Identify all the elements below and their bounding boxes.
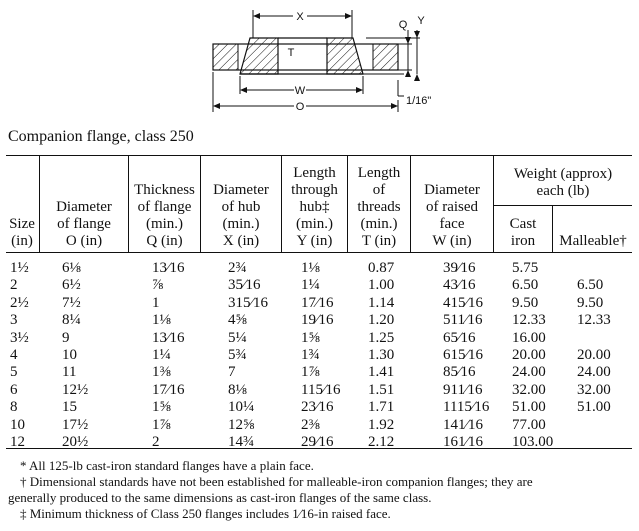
thickness-cell: 1⅝	[152, 399, 171, 416]
hub-diameter-cell: 10¼	[228, 399, 255, 416]
hub-length-cell: 1⅛	[301, 260, 320, 276]
cast-iron-weight-cell: 12.33	[512, 312, 546, 329]
threads-length-cell: 1.71	[368, 399, 395, 416]
size-cell: 12	[10, 434, 25, 450]
weight-header-rule	[493, 205, 632, 206]
hub-diameter-cell: 315⁄16	[228, 294, 269, 311]
malleable-weight-cell: 6.50	[577, 277, 604, 294]
header-diameter-flange: Diameter of flange O (in)	[56, 199, 112, 249]
hub-diameter-cell: 7	[228, 364, 236, 381]
cast-iron-weight-cell: 20.00	[512, 347, 546, 363]
header-length-hub: Length through hub‡ (min.) Y (in)	[291, 165, 338, 249]
hub-diameter-cell: 5¼	[228, 329, 247, 346]
header-length-threads: Length of threads (min.) T (in)	[357, 165, 401, 249]
hub-diameter-cell: 14¾	[228, 434, 255, 450]
threads-length-cell: 1.51	[368, 381, 395, 398]
cast-iron-weight-cell: 5.75	[512, 260, 539, 276]
raised-face-diameter-cell: 39⁄16	[443, 260, 476, 276]
raised-face-diameter-cell: 511⁄16	[443, 312, 483, 329]
flange-diameter-cell: 7½	[62, 294, 81, 311]
cast-iron-weight-cell: 103.00	[512, 434, 554, 450]
size-cell: 6	[10, 381, 18, 398]
hub-diameter-cell: 8⅛	[228, 381, 247, 398]
footnote-plain-face: * All 125-lb cast-iron standard flanges have a plain face.	[20, 458, 314, 473]
hub-length-cell: 115⁄16	[301, 381, 341, 398]
flange-diameter-cell: 6½	[62, 277, 81, 294]
raised-face-label: 1/16"	[406, 95, 432, 107]
flange-diameter-cell: 6⅛	[62, 260, 81, 276]
thickness-cell: 1	[152, 294, 160, 311]
header-cast-iron: Cast iron	[509, 216, 537, 249]
header-diameter-hub: Diameter of hub (min.) X (in)	[213, 182, 269, 249]
size-cell: 5	[10, 364, 18, 381]
header-diameter-raised-face: Diameter of raised face W (in)	[424, 182, 480, 249]
cast-iron-weight-cell: 9.50	[512, 294, 539, 311]
table-top-rule	[6, 155, 632, 156]
threads-length-cell: 1.92	[368, 416, 395, 433]
hub-length-cell: 1¼	[301, 277, 320, 294]
raised-face-diameter-cell: 85⁄16	[443, 364, 476, 381]
flange-diameter-cell: 12½	[62, 381, 89, 398]
raised-face-diameter-cell: 141⁄16	[443, 416, 484, 433]
w-label: W	[294, 85, 306, 97]
raised-face-diameter-cell: 415⁄16	[443, 294, 484, 311]
header-malleable: Malleable†	[559, 233, 627, 249]
cast-iron-weight-cell: 77.00	[512, 416, 546, 433]
size-cell: 2	[10, 277, 18, 294]
raised-face-diameter-cell: 615⁄16	[443, 347, 484, 363]
hub-diameter-cell: 35⁄16	[228, 277, 261, 294]
raised-face-diameter-cell: 1115⁄16	[443, 399, 490, 416]
t-label: T	[287, 47, 295, 59]
threads-length-cell: 2.12	[368, 434, 395, 450]
table-bottom-rule	[6, 448, 632, 449]
thickness-cell: 1⅞	[152, 416, 171, 433]
footnote-malleable-cont: generally produced to the same dimensions as cast-iron flanges of the same class.	[8, 490, 432, 505]
table-caption: Companion flange, class 250	[8, 128, 194, 145]
cast-iron-weight-cell: 6.50	[512, 277, 539, 294]
thickness-cell: ⅞	[152, 277, 164, 294]
flange-diameter-cell: 20½	[62, 434, 89, 450]
hub-length-cell: 1⅝	[301, 329, 320, 346]
header-size: Size (in)	[9, 216, 35, 249]
raised-face-diameter-cell: 65⁄16	[443, 329, 476, 346]
cast-iron-weight-cell: 16.00	[512, 329, 546, 346]
q-label: Q	[398, 19, 408, 31]
hub-length-cell: 1⅞	[301, 364, 320, 381]
thickness-cell: 1¼	[152, 347, 171, 363]
thickness-cell: 2	[152, 434, 160, 450]
malleable-weight-cell: 32.00	[577, 381, 611, 398]
thickness-cell: 17⁄16	[152, 381, 185, 398]
threads-length-cell: 1.14	[368, 294, 395, 311]
hub-diameter-cell: 2¾	[228, 260, 247, 276]
thickness-cell: 1⅛	[152, 312, 171, 329]
flange-diameter-cell: 8¼	[62, 312, 81, 329]
footnote-minimum-thickness: ‡ Minimum thickness of Class 250 flanges includes 1⁄16-in raised face.	[20, 506, 391, 521]
header-bottom-rule	[6, 252, 632, 253]
hub-diameter-cell: 5¾	[228, 347, 247, 363]
hub-length-cell: 19⁄16	[301, 312, 334, 329]
footnote-malleable: † Dimensional standards have not been established for malleable-iron companion flanges; they are	[20, 474, 533, 489]
size-cell: 8	[10, 399, 18, 416]
header-weight: Weight (approx) each (lb)	[513, 166, 613, 199]
thickness-cell: 1⅜	[152, 364, 171, 381]
x-dimension-label: X	[296, 11, 304, 23]
flange-diameter-cell: 9	[62, 329, 70, 346]
thickness-cell: 13⁄16	[152, 329, 185, 346]
flange-diameter-cell: 11	[62, 364, 77, 381]
malleable-weight-cell: 24.00	[577, 364, 611, 381]
flange-diameter-cell: 10	[62, 347, 77, 363]
malleable-weight-cell: 9.50	[577, 294, 604, 311]
hub-length-cell: 17⁄16	[301, 294, 334, 311]
flange-drawing	[0, 0, 639, 125]
threads-length-cell: 1.20	[368, 312, 395, 329]
size-cell: 3½	[10, 329, 29, 346]
hub-length-cell: 1¾	[301, 347, 320, 363]
threads-length-cell: 1.00	[368, 277, 395, 294]
malleable-weight-cell: 51.00	[577, 399, 611, 416]
cast-iron-weight-cell: 51.00	[512, 399, 546, 416]
flange-diameter-cell: 15	[62, 399, 77, 416]
size-cell: 10	[10, 416, 25, 433]
cast-iron-weight-cell: 24.00	[512, 364, 546, 381]
y-label: Y	[417, 15, 425, 27]
size-cell: 1½	[10, 260, 29, 276]
raised-face-diameter-cell: 161⁄16	[443, 434, 484, 450]
raised-face-diameter-cell: 911⁄16	[443, 381, 483, 398]
size-cell: 3	[10, 312, 18, 329]
hub-diameter-cell: 4⅝	[228, 312, 247, 329]
hub-diameter-cell: 12⅝	[228, 416, 255, 433]
size-cell: 4	[10, 347, 18, 363]
hub-length-cell: 23⁄16	[301, 399, 334, 416]
o-label: O	[295, 101, 305, 113]
threads-length-cell: 1.25	[368, 329, 395, 346]
hub-length-cell: 29⁄16	[301, 434, 334, 450]
malleable-weight-cell: 12.33	[577, 312, 611, 329]
raised-face-diameter-cell: 43⁄16	[443, 277, 476, 294]
threads-length-cell: 0.87	[368, 260, 395, 276]
size-cell: 2½	[10, 294, 29, 311]
threads-length-cell: 1.41	[368, 364, 395, 381]
threads-length-cell: 1.30	[368, 347, 395, 363]
hub-length-cell: 2⅜	[301, 416, 320, 433]
thickness-cell: 13⁄16	[152, 260, 185, 276]
malleable-weight-cell: 20.00	[577, 347, 611, 363]
header-thickness: Thickness of flange (min.) Q (in)	[134, 182, 195, 249]
flange-diameter-cell: 17½	[62, 416, 89, 433]
cast-iron-weight-cell: 32.00	[512, 381, 546, 398]
